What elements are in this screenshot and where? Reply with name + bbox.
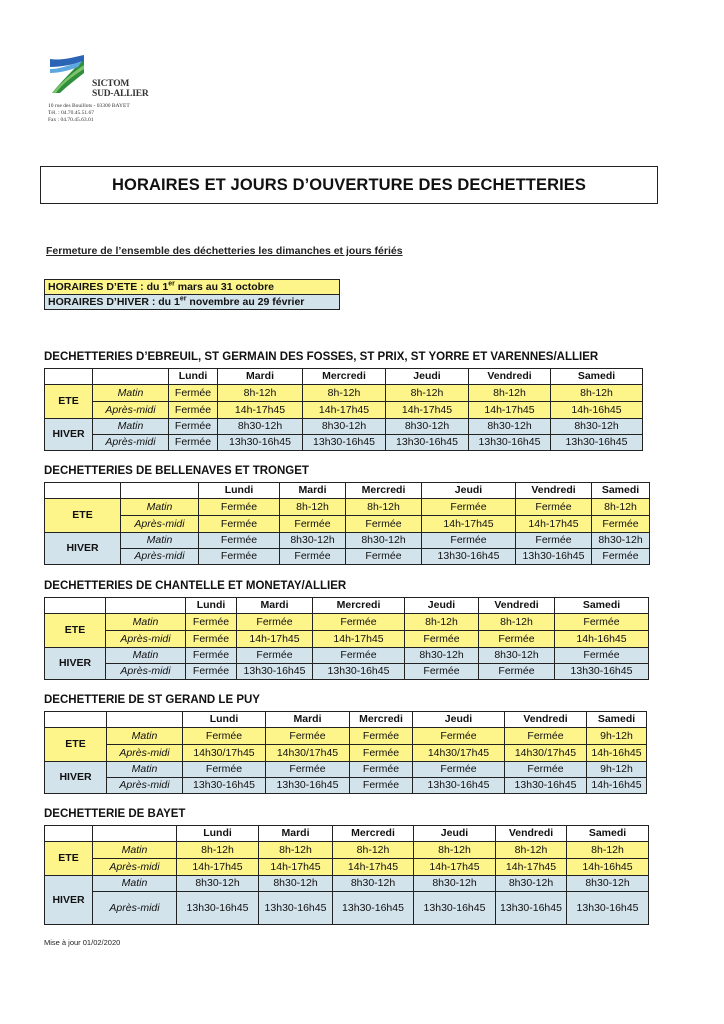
header-day: Lundi xyxy=(183,712,266,728)
schedule-cell: Fermée xyxy=(422,499,516,516)
schedule-cell: 13h30-16h45 xyxy=(551,435,643,451)
period-label: Après-midi xyxy=(93,859,177,876)
schedule-cell: Fermée xyxy=(169,385,218,402)
page-title: HORAIRES ET JOURS D’OUVERTURE DES DECHETTERIES xyxy=(112,175,586,194)
schedule-cell: Fermée xyxy=(516,533,592,549)
header-blank xyxy=(107,712,183,728)
schedule-cell: Fermée xyxy=(199,499,280,516)
section-title: DECHETTERIES DE CHANTELLE ET MONETAY/ALLIER xyxy=(44,580,347,592)
schedule-cell: Fermée xyxy=(505,728,587,745)
period-label: Après-midi xyxy=(107,778,183,794)
period-label: Matin xyxy=(107,728,183,745)
schedule-cell: 8h-12h xyxy=(333,842,414,859)
period-label: Après-midi xyxy=(121,549,199,565)
season-label: HIVER xyxy=(45,648,106,680)
season-hiver-sup: er xyxy=(179,295,187,303)
schedule-cell: 8h-12h xyxy=(303,385,386,402)
season-label: ETE xyxy=(45,728,107,762)
header-day: Mercredi xyxy=(346,483,422,499)
schedule-cell: 13h30-16h45 xyxy=(567,892,649,925)
table-row xyxy=(45,859,649,876)
header-day: Mardi xyxy=(218,369,303,385)
schedule-cell: 8h30-12h xyxy=(567,876,649,892)
schedule-cell: Fermée xyxy=(186,631,237,648)
table-row xyxy=(45,648,649,664)
header-blank xyxy=(106,598,186,614)
header-blank xyxy=(45,483,121,499)
schedule-cell: 8h30-12h xyxy=(386,419,469,435)
table-header-row xyxy=(45,826,649,842)
schedule-cell: 8h30-12h xyxy=(177,876,259,892)
schedule-cell: 8h-12h xyxy=(469,385,551,402)
schedule-cell: 13h30-16h45 xyxy=(414,892,496,925)
period-label: Matin xyxy=(93,419,169,435)
season-hiver-text-b: novembre au 29 février xyxy=(186,296,305,308)
header-day: Jeudi xyxy=(386,369,469,385)
schedule-cell: 9h-12h xyxy=(587,762,647,778)
schedule-cell: Fermée xyxy=(350,762,413,778)
period-label: Matin xyxy=(121,499,199,516)
schedule-cell: 8h-12h xyxy=(346,499,422,516)
header-day: Samedi xyxy=(555,598,649,614)
section-title: DECHETTERIES D’EBREUIL, ST GERMAIN DES FOSSES, ST PRIX, ST YORRE ET VARENNES/ALLIER xyxy=(44,351,599,363)
schedule-cell: Fermée xyxy=(266,762,350,778)
period-label: Matin xyxy=(93,385,169,402)
schedule-cell: 14h-17h45 xyxy=(386,402,469,419)
schedule-cell: 14h-17h45 xyxy=(237,631,313,648)
schedule-cell: 8h-12h xyxy=(177,842,259,859)
schedule-cell: 13h30-16h45 xyxy=(177,892,259,925)
schedule-cell: 8h30-12h xyxy=(496,876,567,892)
schedule-cell: 14h-16h45 xyxy=(587,778,647,794)
schedule-cell: 8h30-12h xyxy=(333,876,414,892)
schedule-cell: Fermée xyxy=(266,728,350,745)
schedule-cell: 13h30-16h45 xyxy=(422,549,516,565)
table-row xyxy=(45,892,649,925)
schedule-cell: 8h30-12h xyxy=(303,419,386,435)
schedule-cell: 13h30-16h45 xyxy=(218,435,303,451)
period-label: Après-midi xyxy=(106,631,186,648)
header-day: Samedi xyxy=(587,712,647,728)
schedule-table xyxy=(44,482,650,565)
schedule-cell: Fermée xyxy=(413,762,505,778)
schedule-cell: 14h30/17h45 xyxy=(266,745,350,762)
season-hiver-text-a: HORAIRES D’HIVER : du 1 xyxy=(48,296,180,308)
schedule-cell: Fermée xyxy=(350,778,413,794)
period-label: Matin xyxy=(107,762,183,778)
table-row xyxy=(45,499,650,516)
schedule-cell: 13h30-16h45 xyxy=(259,892,333,925)
header-day: Mardi xyxy=(280,483,346,499)
table-row xyxy=(45,876,649,892)
period-label: Matin xyxy=(93,876,177,892)
schedule-cell: Fermée xyxy=(505,762,587,778)
header-blank xyxy=(45,712,107,728)
schedule-cell: Fermée xyxy=(405,664,479,680)
schedule-cell: 14h-17h45 xyxy=(333,859,414,876)
schedule-cell: Fermée xyxy=(313,648,405,664)
season-hiver-row xyxy=(45,295,340,310)
schedule-cell: 8h-12h xyxy=(479,614,555,631)
period-label: Après-midi xyxy=(107,745,183,762)
header-blank xyxy=(121,483,199,499)
schedule-cell: 13h30-16h45 xyxy=(505,778,587,794)
header-blank xyxy=(93,369,169,385)
season-label: ETE xyxy=(45,385,93,419)
schedule-cell: Fermée xyxy=(280,516,346,533)
schedule-cell: Fermée xyxy=(186,614,237,631)
header-blank xyxy=(45,369,93,385)
schedule-cell: Fermée xyxy=(479,664,555,680)
schedule-cell: 8h30-12h xyxy=(469,419,551,435)
schedule-cell: 8h-12h xyxy=(551,385,643,402)
header-day: Jeudi xyxy=(414,826,496,842)
header-day: Mercredi xyxy=(303,369,386,385)
schedule-cell: Fermée xyxy=(186,664,237,680)
schedule-cell: Fermée xyxy=(592,549,650,565)
schedule-cell: 8h30-12h xyxy=(405,648,479,664)
schedule-cell: Fermée xyxy=(237,614,313,631)
schedule-cell: 8h-12h xyxy=(218,385,303,402)
schedule-cell: 8h30-12h xyxy=(346,533,422,549)
schedule-cell: 13h30-16h45 xyxy=(333,892,414,925)
schedule-cell: 14h-17h45 xyxy=(177,859,259,876)
org-name xyxy=(92,79,149,99)
sictom-logo-icon xyxy=(48,53,88,99)
period-label: Matin xyxy=(106,614,186,631)
schedule-cell: Fermée xyxy=(169,435,218,451)
section-title: DECHETTERIES DE BELLENAVES ET TRONGET xyxy=(44,465,309,477)
schedule-cell: 14h30/17h45 xyxy=(183,745,266,762)
schedule-table xyxy=(44,711,647,794)
schedule-cell: 8h30-12h xyxy=(280,533,346,549)
schedule-cell: 14h30/17h45 xyxy=(505,745,587,762)
schedule-cell: 13h30-16h45 xyxy=(469,435,551,451)
header-day: Lundi xyxy=(169,369,218,385)
schedule-cell: 13h30-16h45 xyxy=(313,664,405,680)
schedule-cell: 8h30-12h xyxy=(551,419,643,435)
period-label: Après-midi xyxy=(121,516,199,533)
org-address: 10 rue des Bouillots - 03300 BAYET xyxy=(48,103,130,109)
period-label: Après-midi xyxy=(106,664,186,680)
table-row xyxy=(45,842,649,859)
table-row xyxy=(45,402,643,419)
schedule-cell: 14h-17h45 xyxy=(313,631,405,648)
table-header-row xyxy=(45,598,649,614)
org-contact xyxy=(48,103,198,124)
header-day: Vendredi xyxy=(516,483,592,499)
header-blank xyxy=(93,826,177,842)
schedule-cell: 8h30-12h xyxy=(592,533,650,549)
schedule-cell: 13h30-16h45 xyxy=(413,778,505,794)
schedule-cell: 14h-16h45 xyxy=(551,402,643,419)
schedule-cell: 14h-17h45 xyxy=(496,859,567,876)
header-day: Vendredi xyxy=(479,598,555,614)
header-day: Vendredi xyxy=(496,826,567,842)
schedule-cell: Fermée xyxy=(555,614,649,631)
schedule-cell: 13h30-16h45 xyxy=(386,435,469,451)
schedule-cell: Fermée xyxy=(479,631,555,648)
schedule-cell: 14h-16h45 xyxy=(587,745,647,762)
header-day: Mardi xyxy=(237,598,313,614)
period-label: Après-midi xyxy=(93,435,169,451)
schedule-cell: 13h30-16h45 xyxy=(237,664,313,680)
season-label: ETE xyxy=(45,842,93,876)
season-label: ETE xyxy=(45,499,121,533)
schedule-cell: 8h-12h xyxy=(386,385,469,402)
schedule-cell: Fermée xyxy=(169,419,218,435)
schedule-cell: Fermée xyxy=(413,728,505,745)
schedule-cell: 8h-12h xyxy=(259,842,333,859)
season-ete-row xyxy=(45,280,340,295)
season-ete-text-b: mars au 31 octobre xyxy=(174,281,275,293)
table-row xyxy=(45,745,647,762)
schedule-cell: 9h-12h xyxy=(587,728,647,745)
table-row xyxy=(45,762,647,778)
header-day: Samedi xyxy=(567,826,649,842)
table-row xyxy=(45,664,649,680)
schedule-cell: 13h30-16h45 xyxy=(266,778,350,794)
section-title: DECHETTERIE DE BAYET xyxy=(44,808,186,820)
schedule-cell: Fermée xyxy=(280,549,346,565)
season-label: HIVER xyxy=(45,533,121,565)
schedule-cell: 13h30-16h45 xyxy=(516,549,592,565)
schedule-cell: 13h30-16h45 xyxy=(183,778,266,794)
table-row xyxy=(45,631,649,648)
header-day: Mardi xyxy=(266,712,350,728)
header-day: Jeudi xyxy=(405,598,479,614)
schedule-cell: Fermée xyxy=(183,728,266,745)
period-label: Matin xyxy=(121,533,199,549)
table-row xyxy=(45,778,647,794)
schedule-cell: 14h-17h45 xyxy=(422,516,516,533)
schedule-cell: 14h30/17h45 xyxy=(413,745,505,762)
schedule-cell: 14h-17h45 xyxy=(259,859,333,876)
schedule-cell: 8h-12h xyxy=(496,842,567,859)
season-ete-text-a: HORAIRES D’ETE : du 1 xyxy=(48,281,169,293)
schedule-table xyxy=(44,368,643,451)
header-day: Samedi xyxy=(551,369,643,385)
table-row xyxy=(45,419,643,435)
season-hiver-text xyxy=(45,295,340,310)
org-fax: Fax : 04.70.45.63.01 xyxy=(48,117,94,123)
sictom-logo xyxy=(48,53,198,124)
schedule-cell: 8h-12h xyxy=(592,499,650,516)
page-title-box xyxy=(40,166,658,204)
header-day: Lundi xyxy=(199,483,280,499)
last-update: Mise à jour 01/02/2020 xyxy=(44,938,121,947)
season-label: HIVER xyxy=(45,419,93,451)
schedule-table xyxy=(44,825,649,925)
schedule-cell: Fermée xyxy=(516,499,592,516)
schedule-cell: 14h-17h45 xyxy=(469,402,551,419)
org-name-line1: SICTOM xyxy=(92,79,130,89)
schedule-cell: Fermée xyxy=(169,402,218,419)
schedule-cell: Fermée xyxy=(199,516,280,533)
table-header-row xyxy=(45,369,643,385)
table-header-row xyxy=(45,712,647,728)
table-row xyxy=(45,435,643,451)
schedule-cell: Fermée xyxy=(183,762,266,778)
schedule-cell: 13h30-16h45 xyxy=(555,664,649,680)
org-name-line2: SUD-ALLIER xyxy=(92,89,149,99)
schedule-cell: Fermée xyxy=(199,533,280,549)
header-day: Jeudi xyxy=(413,712,505,728)
schedule-cell: Fermée xyxy=(313,614,405,631)
schedule-cell: Fermée xyxy=(186,648,237,664)
header-blank xyxy=(45,598,106,614)
schedule-cell: 8h-12h xyxy=(567,842,649,859)
section-title: DECHETTERIE DE ST GERAND LE PUY xyxy=(44,694,260,706)
schedule-cell: 14h-16h45 xyxy=(555,631,649,648)
table-row xyxy=(45,385,643,402)
schedule-cell: 14h-17h45 xyxy=(516,516,592,533)
period-label: Après-midi xyxy=(93,402,169,419)
header-blank xyxy=(45,826,93,842)
schedule-cell: Fermée xyxy=(555,648,649,664)
schedule-cell: Fermée xyxy=(237,648,313,664)
header-day: Mercredi xyxy=(350,712,413,728)
schedule-cell: Fermée xyxy=(405,631,479,648)
period-label: Matin xyxy=(106,648,186,664)
table-row xyxy=(45,516,650,533)
schedule-cell: Fermée xyxy=(346,516,422,533)
header-day: Mercredi xyxy=(333,826,414,842)
schedule-cell: Fermée xyxy=(346,549,422,565)
schedule-cell: 8h30-12h xyxy=(414,876,496,892)
org-tel: Tél. : 04.70.45.51.67 xyxy=(48,110,94,116)
header-day: Vendredi xyxy=(505,712,587,728)
season-label: HIVER xyxy=(45,762,107,794)
table-header-row xyxy=(45,483,650,499)
header-day: Vendredi xyxy=(469,369,551,385)
schedule-cell: 8h-12h xyxy=(280,499,346,516)
header-day: Lundi xyxy=(177,826,259,842)
schedule-cell: Fermée xyxy=(199,549,280,565)
schedule-cell: 8h30-12h xyxy=(259,876,333,892)
header-day: Mercredi xyxy=(313,598,405,614)
schedule-cell: 8h-12h xyxy=(414,842,496,859)
schedule-cell: 8h30-12h xyxy=(479,648,555,664)
schedule-cell: Fermée xyxy=(350,728,413,745)
season-label: HIVER xyxy=(45,876,93,925)
schedule-cell: Fermée xyxy=(350,745,413,762)
schedule-cell: Fermée xyxy=(592,516,650,533)
schedule-cell: 14h-17h45 xyxy=(218,402,303,419)
schedule-cell: 13h30-16h45 xyxy=(303,435,386,451)
schedule-cell: 8h-12h xyxy=(405,614,479,631)
header-day: Mardi xyxy=(259,826,333,842)
header-day: Samedi xyxy=(592,483,650,499)
schedule-table xyxy=(44,597,649,680)
header-day: Jeudi xyxy=(422,483,516,499)
schedule-cell: 14h-17h45 xyxy=(414,859,496,876)
schedule-cell: Fermée xyxy=(422,533,516,549)
season-label: ETE xyxy=(45,614,106,648)
period-label: Matin xyxy=(93,842,177,859)
season-ete-sup: er xyxy=(168,280,175,288)
season-ete-text xyxy=(45,280,340,295)
schedule-cell: 8h30-12h xyxy=(218,419,303,435)
table-row xyxy=(45,728,647,745)
table-row xyxy=(45,549,650,565)
closure-notice: Fermeture de l’ensemble des déchetteries les dimanches et jours fériés xyxy=(46,245,403,257)
schedule-cell: 13h30-16h45 xyxy=(496,892,567,925)
season-periods xyxy=(44,279,340,310)
table-row xyxy=(45,533,650,549)
schedule-cell: 14h-17h45 xyxy=(303,402,386,419)
period-label: Après-midi xyxy=(93,892,177,925)
schedule-cell: 14h-16h45 xyxy=(567,859,649,876)
header-day: Lundi xyxy=(186,598,237,614)
table-row xyxy=(45,614,649,631)
